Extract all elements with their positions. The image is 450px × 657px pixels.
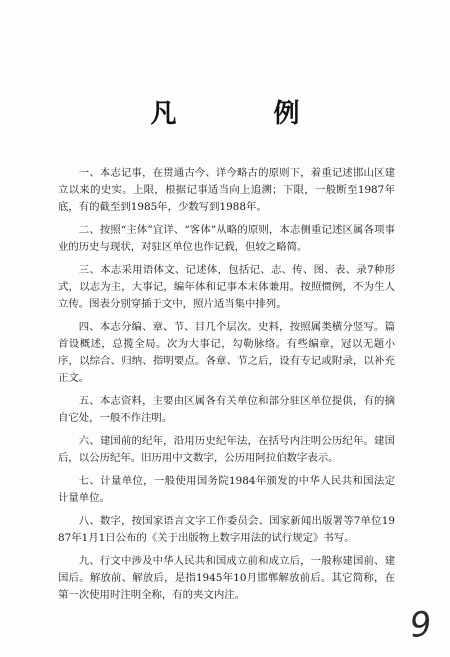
paragraph-3: 三、本志采用语体文、记述体，包括记、志、传、图、表、录7种形式，以志为主，大事记，编年体和记事本末体兼用。按照惯例，不为生人立传。图表分别穿插于文中，照片适当集中排列。	[58, 264, 395, 310]
paragraph-1: 一、本志记事，在贯通古今、详今略古的原则下，着重记述邯山区建立以来的史实。上限，根据记事适当向上追溯；下限，一般断至1987年底，有的截至到1985年，少数写到1988年。	[58, 167, 395, 213]
handwritten-page-number: 9	[408, 603, 435, 647]
paragraph-5: 五、本志资料，主要由区属各有关单位和部分驻区单位提供，有的摘自它处，一般不作注明。	[58, 395, 395, 424]
document-body	[58, 165, 395, 610]
paragraph-7: 七、计量单位，一般使用国务院1984年颁发的中华人民共和国法定计量单位。	[58, 475, 395, 504]
paragraph-2: 二、按照“主体”宜详、“客体”从略的原则，本志侧重记述区属各项事业的历史与现状，对驻区单位也作记载，但较之略简。	[58, 224, 395, 253]
paragraph-9: 九、行文中涉及中华人民共和国成立前和成立后，一般称建国前、建国后。解放前、解放后，是指1945年10月邯郸解放前后。其它简称，在第一次使用时注明全称，有的夹文内注。	[58, 555, 395, 601]
paragraph-8: 八、数字，按国家语言文字工作委员会、国家新闻出版署等7单位1987年1月1日公布的《关于出版物上数字用法的试行规定》书写。	[58, 515, 395, 544]
paragraph-6: 六、建国前的纪年，沿用历史纪年法，在括号内注明公历纪年。建国后，以公历纪年。旧历用中文数字，公历用阿拉伯数字表示。	[58, 435, 395, 464]
page-title: 凡 例	[150, 99, 344, 129]
paragraph-4: 四、本志分编、章、节、目几个层次。史料，按照属类横分竖写。篇首设概述，总揽全局。次为大事记，勾勒脉络。有些编章，冠以无题小序，以综合、归纳、指明要点。各章、节之后，设有专记或附录，以补充正文。	[58, 321, 395, 384]
